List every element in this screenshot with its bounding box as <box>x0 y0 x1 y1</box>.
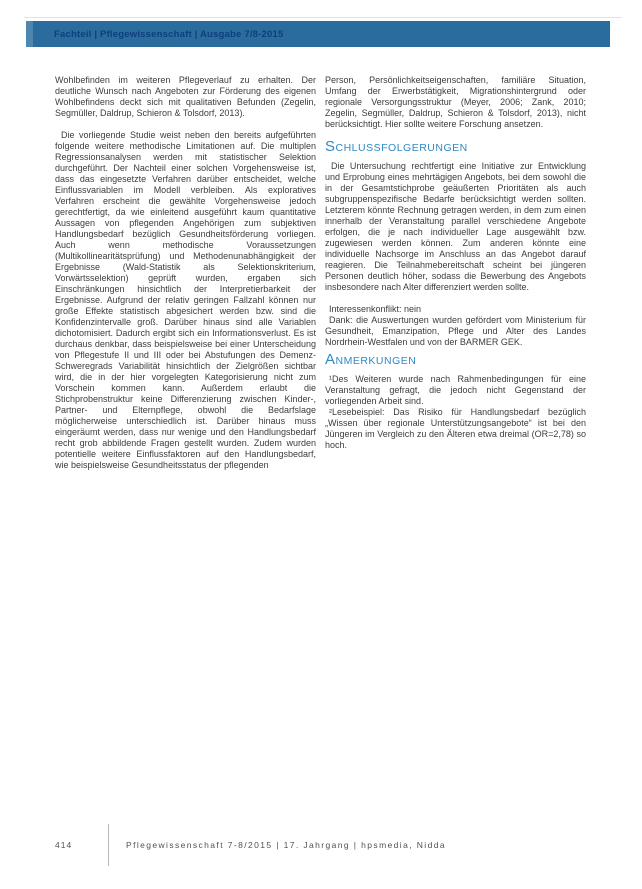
issue-header-bar <box>26 21 610 47</box>
left-column <box>55 75 316 482</box>
issue-header-text: Fachteil | Pflegewissenschaft | Ausgabe 7/8-2015 <box>54 28 284 40</box>
journal-info-line: Pflegewissenschaft 7-8/2015 | 17. Jahrgang | hpsmedia, Nidda <box>126 840 446 850</box>
conflict-of-interest-line: Interessenkonflikt: nein <box>329 304 422 314</box>
right-column <box>325 75 586 451</box>
page-footer <box>55 824 446 866</box>
section-heading-anmerkungen: ANMERKUNGEN <box>325 351 417 368</box>
page-number: 414 <box>55 840 73 850</box>
footnote-2: ²Lesebeispiel: Das Risiko für Handlungsbedarf bezüglich „Wissen über regionale Unterstützungsangebote“ ist bei den Jüngeren im Vergleich zu den Älteren etwa dreimal (OR=2,78) so hoch. <box>325 407 586 450</box>
footnote-1: ¹Des Weiteren wurde nach Rahmenbedingungen für eine Veranstaltung gefragt, die jedoch nicht Gegenstand der vorliegenden Arbeit sind. <box>325 374 586 406</box>
footer-divider <box>108 824 109 866</box>
body-paragraph: Die vorliegende Studie weist neben den bereits aufgeführten folgende weitere methodische Limitationen auf. Die multiplen Regressionsanalysen werden mit statistischer Selektion durchgeführt. Der Nachteil einer solchen Vorgehensweise ist, dass das eingesetzte Verfahren darüber entscheidet, welche Einflussvariablen im Modell verbleiben. Als exploratives Verfahren erscheint die gewählte Vorgehensweise jedoch gerechtfertigt, da wie einleitend ausgeführt kaum quantitative Aussagen von pflegenden Angehörigen zum subjektiven Handlungsbedarf bezüglich Gesundheitsförderung vorliegen. Auch wenn methodische Voraussetzungen (Multikollinearitätsprüfung) und Methodenunabhängigkeit der Ergebnisse (Wald-Statistik als Selektionskriterium, Vorwärtsselektion) geprüft wurden, ergaben sich Einschränkungen hinsichtlich der Interpretierbarkeit der Ergebnisse. Aufgrund der relativ geringen Fallzahl können nur große Effekte statistisch abgesichert werden bzw. sind die Konfidenzintervalle groß. Darüber hinaus sind alle Variablen dichotomisiert. Dadurch ergibt sich ein Informationsverlust. Es ist durchaus denkbar, dass beispielsweise bei einer Unterscheidung von Pflegestufe II und III oder bei Abstufungen des Demenz-Schweregrads Variabilität hinsichtlich der Zielgrößen sichtbar wird, die in der hier vorgelegten Kategorisierung nicht zum Vorschein kommen kann. Außerdem erlaubt die Stichprobenstruktur keine Differenzierung zwischen Kinder-, Partner- und Elternpflege, obwohl die Bedarfslage möglicherweise unterschiedlich ist. Darüber hinaus muss eingeräumt werden, dass nur wenige und den Handlungsbedarf recht grob abbildende Fragen gestellt wurden. Zudem wurden potentielle weitere Einflussfaktoren auf den Handlungsbedarf, wie beispielsweise Gesundheitsstatus der pflegenden <box>55 130 316 470</box>
body-paragraph: Wohlbefinden im weiteren Pflegeverlauf zu erhalten. Der deutliche Wunsch nach Angeboten zur Förderung des eigenen Wohlbefindens deckt sich mit qualitativen Befunden (Zegelin, Segmüller, Daldrup, Schieron & Tolsdorf, 2013). <box>55 75 316 118</box>
scan-artifact-line <box>24 17 622 18</box>
section-heading-schlussfolgerungen: SCHLUSSFOLGERUNGEN <box>325 138 468 155</box>
acknowledgement-line: Dank: die Auswertungen wurden gefördert vom Ministerium für Gesundheit, Emanzipation, Pflege und Alter des Landes Nordrhein-Westfalen und von der BARMER GEK. <box>325 315 586 347</box>
body-paragraph: Person, Persönlichkeitseigenschaften, familiäre Situation, Umfang der Erwerbstätigkeit, Migrationshintergrund oder regionale Versorgungsstruktur (Meyer, 2006; Zank, 2010; Zegelin, Segmüller, Daldrup, Schieron & Tolsdorf, 2013), nicht berücksichtigt. Hier sollte weitere Forschung ansetzen. <box>325 75 586 129</box>
body-paragraph: Die Untersuchung rechtfertigt eine Initiative zur Entwicklung und Erprobung eines mehrtägigen Angebots, bei dem sowohl die in der Gesamtstichprobe geäußerten Prioritäten als auch subgruppenspezifische Bedarfe berücksichtigt werden sollten. Letzterem könnte Rechnung getragen werden, in dem zum einen innerhalb der Veranstaltung parallel verschiedene Angebote erfolgen, die je nach individueller Lage ausgewählt bzw. zugewiesen werden können. Zum anderen könnte eine individuelle Nachsorge im Anschluss an das Angebot darauf reagieren. Die Teilnahmebereitschaft scheint bei jüngeren Personen deutlich höher, sodass die Bewerbung des Angebots insbesondere nach Alter differenziert werden sollte. <box>325 161 586 292</box>
